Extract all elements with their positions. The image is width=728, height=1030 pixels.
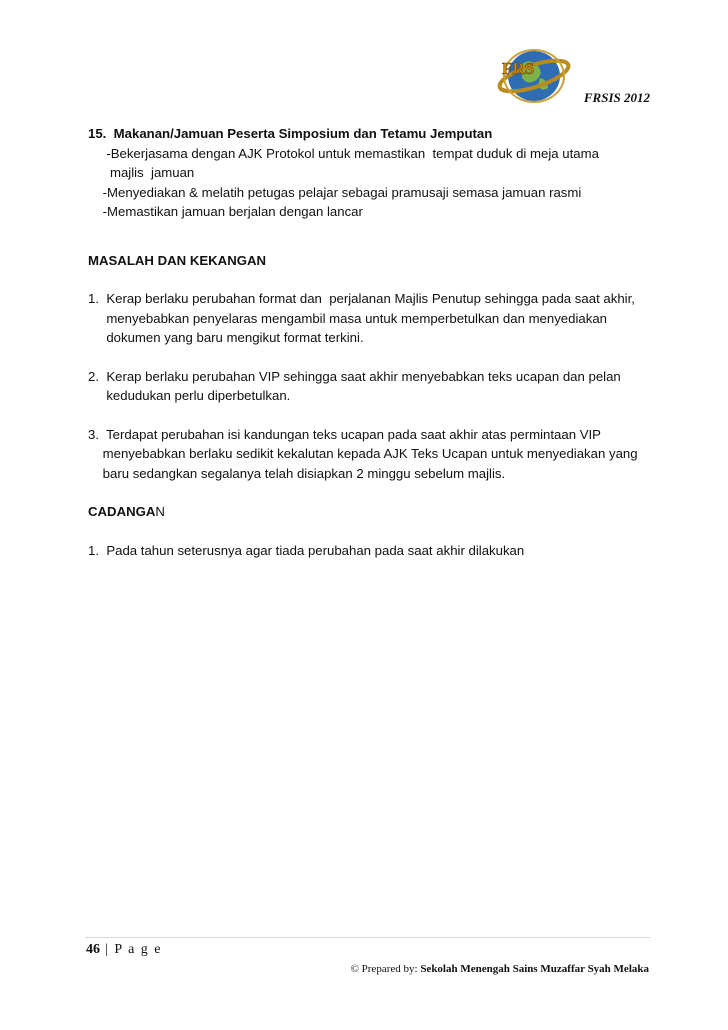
section-15-line: majlis jamuan xyxy=(88,165,195,180)
page-separator: | xyxy=(100,942,115,957)
masalah-heading: MASALAH DAN KEKANGAN xyxy=(88,252,267,268)
document-body xyxy=(88,124,668,560)
cadangan-heading-rest: N xyxy=(155,504,165,519)
section-15-line: -Bekerjasama dengan AJK Protokol untuk memastikan tempat duduk di meja utama xyxy=(88,145,599,161)
page-word: P a g e xyxy=(114,942,163,957)
prepared-label: © Prepared by: xyxy=(350,963,421,975)
masalah-item-3: 3. Terdapat perubahan isi kandungan teks ucapan pada saat akhir atas permintaan VIP xyxy=(88,426,601,442)
section-15-line: -Memastikan jamuan berjalan dengan lancar xyxy=(88,204,363,219)
prepared-by xyxy=(351,963,649,975)
frsis-logo xyxy=(492,44,572,106)
section-15-line: -Menyediakan & melatih petugas pelajar sebagai pramusaji semasa jamuan rasmi xyxy=(88,184,582,200)
cadangan-heading xyxy=(88,502,668,522)
footer-divider xyxy=(85,937,650,938)
masalah-item-1: 1. Kerap berlaku perubahan format dan perjalanan Majlis Penutup sehingga pada saat akhir, xyxy=(88,291,635,306)
page-number-value: 46 xyxy=(86,942,100,957)
page-number xyxy=(86,942,162,958)
prepared-school: Sekolah Menengah Sains Muzaffar Syah Melaka xyxy=(420,963,649,975)
masalah-item-3: baru sedangkan segalanya telah disiapkan 2 minggu sebelum majlis. xyxy=(88,465,506,481)
header-label: FRSIS 2012 xyxy=(583,90,650,105)
section-15-title: 15. Makanan/Jamuan Peserta Simposium dan Tetamu Jemputan xyxy=(88,126,493,141)
masalah-item-1: dokumen yang baru mengikut format terkini. xyxy=(88,330,364,345)
cadangan-item-1: 1. Pada tahun seterusnya agar tiada perubahan pada saat akhir dilakukan xyxy=(88,542,525,558)
logo-text: FRS xyxy=(502,59,535,78)
masalah-item-3: menyebabkan berlaku sedikit kekalutan kepada AJK Teks Ucapan untuk menyediakan yang xyxy=(88,446,638,461)
masalah-item-1: menyebabkan penyelaras mengambil masa untuk memperbetulkan dan menyediakan xyxy=(88,310,608,326)
cadangan-heading-bold: CADANGA xyxy=(88,504,156,519)
masalah-item-2: 2. Kerap berlaku perubahan VIP sehingga saat akhir menyebabkan teks ucapan dan pelan xyxy=(88,368,621,384)
masalah-item-2: kedudukan perlu diperbetulkan. xyxy=(88,388,291,403)
